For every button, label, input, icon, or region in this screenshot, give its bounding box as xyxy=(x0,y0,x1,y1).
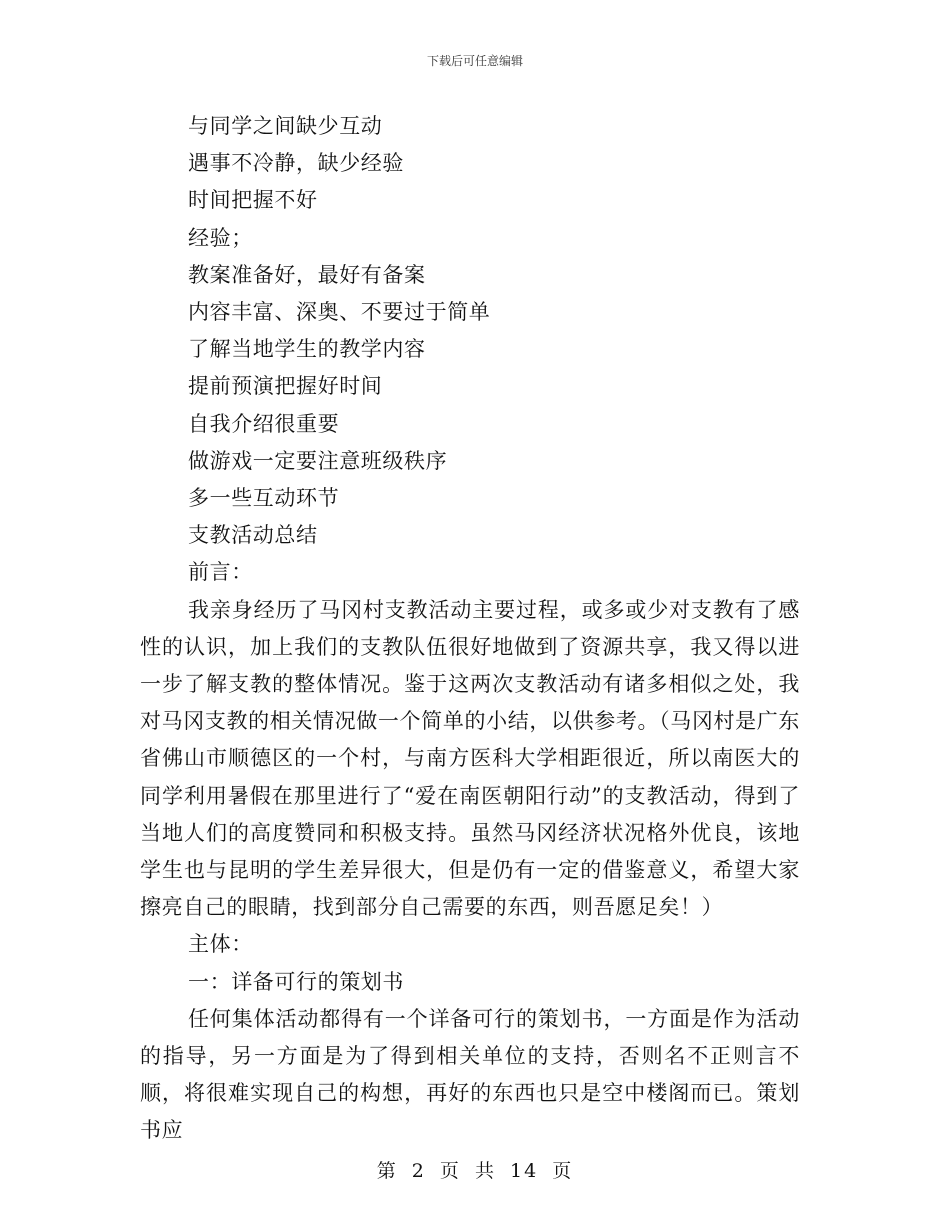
main-heading: 主体： xyxy=(188,932,253,957)
text-line: 教案准备好，最好有备案 xyxy=(188,262,426,287)
body-paragraph: 任何集体活动都得有一个详备可行的策划书，一方面是作为活动的指导，另一方面是为了得到相关单位的支持，否则名不正则言不顺，将很难实现自己的构想，再好的东西也只是空中楼阁而已。策划书应 xyxy=(140,1006,800,1143)
page-header: 下载后可任意编辑 xyxy=(426,54,523,68)
text-line: 时间把握不好 xyxy=(188,188,318,213)
page-number: 第 2 页 共 14 页 xyxy=(376,1160,574,1182)
text-line: 提前预演把握好时间 xyxy=(188,374,383,399)
text-line: 了解当地学生的教学内容 xyxy=(188,337,426,362)
preface-heading: 前言： xyxy=(188,560,253,585)
text-line: 遇事不冷静，缺少经验 xyxy=(188,151,404,176)
text-line: 自我介绍很重要 xyxy=(188,411,340,436)
preface-paragraph: 我亲身经历了马冈村支教活动主要过程，或多或少对支教有了感性的认识，加上我们的支教队伍很好地做到了资源共享，我又得以进一步了解支教的整体情况。鉴于这两次支教活动有诸多相似之处，我对马冈支教的相关情况做一个简单的小结，以供参考。（马冈村是广东省佛山市顺德区的一个村，与南方医科大学相距很近，所以南医大的同学利用暑假在那里进行了“爱在南医朝阳行动”的支教活动，得到了当地人们的高度赞同和积极支持。虽然马冈经济状况格外优良，该地学生也与昆明的学生差异很大，但是仍有一定的借鉴意义，希望大家擦亮自己的眼睛，找到部分自己需要的东西，则吾愿足矣！） xyxy=(140,597,800,920)
text-line: 多一些互动环节 xyxy=(188,486,340,511)
text-line: 做游戏一定要注意班级秩序 xyxy=(188,448,448,473)
text-line: 经验； xyxy=(188,225,253,250)
subsection-heading: 一：详备可行的策划书 xyxy=(188,969,404,994)
section-title: 支教活动总结 xyxy=(188,523,318,548)
document-body xyxy=(140,108,800,1150)
text-line: 与同学之间缺少互动 xyxy=(188,114,383,138)
text-line: 内容丰富、深奥、不要过于简单 xyxy=(188,300,491,325)
